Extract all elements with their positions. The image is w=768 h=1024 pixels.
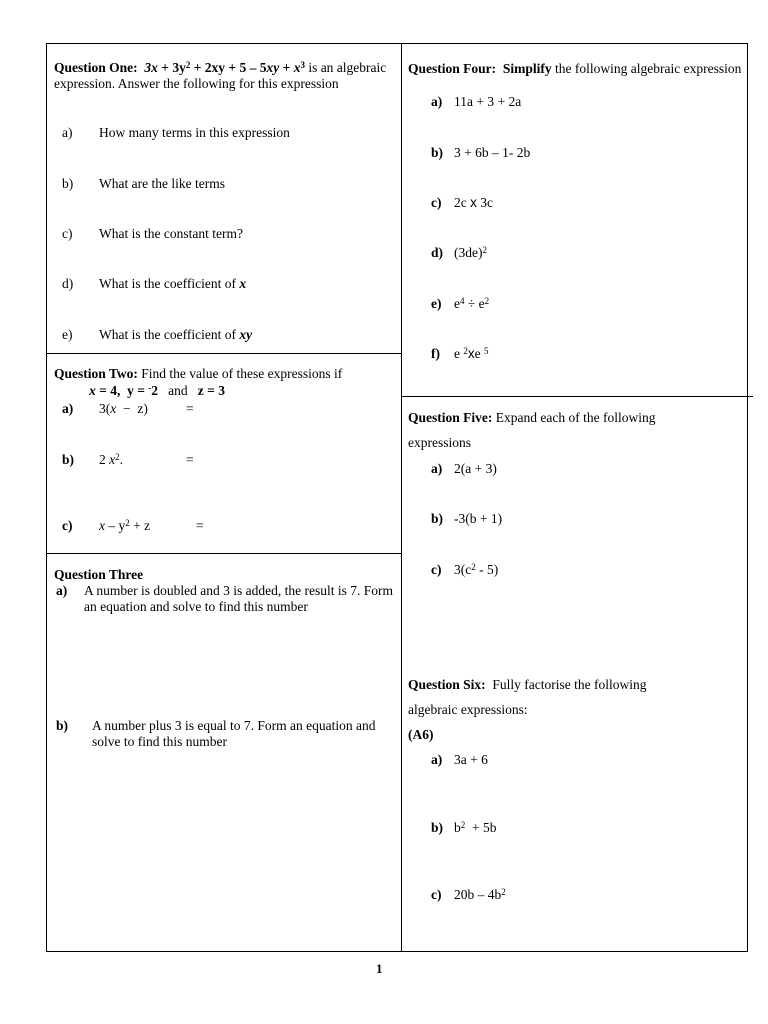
q4-a-text: 11a + 3 + 2a <box>454 94 522 109</box>
q3-b-text: A number plus 3 is equal to 7. Form an equation and solve to find this number <box>92 718 376 749</box>
q5-b-text: -3(b + 1) <box>454 511 503 526</box>
q1-d-text: What is the coefficient of <box>99 276 236 291</box>
q1-b-text: What are the like terms <box>99 176 225 191</box>
q2-a-expr: 3(x − z) <box>99 401 148 416</box>
q2-a-eq: = <box>186 401 194 416</box>
q2-values: x = 4, y = -2 and z = 3 <box>89 383 225 398</box>
q6-b-letter: b) <box>431 820 444 835</box>
q5-intro2: expressions <box>408 435 471 450</box>
column-divider <box>401 43 402 952</box>
q3-b-letter: b) <box>56 718 69 733</box>
divider-q2-q3 <box>46 553 402 554</box>
q6-a-letter: a) <box>431 752 443 767</box>
q1-b-letter: b) <box>62 176 74 191</box>
q2-a-letter: a) <box>62 401 74 416</box>
q2-c-letter: c) <box>62 518 73 533</box>
q1-d-var: x <box>239 276 247 291</box>
q4-b-letter: b) <box>431 145 444 160</box>
q1-c-letter: c) <box>62 226 73 241</box>
q6-a-text: 3a + 6 <box>454 752 488 767</box>
q5-a-letter: a) <box>431 461 443 476</box>
q3-a-text: A number is doubled and 3 is added, the result is 7. Form an equation and solve to find this number <box>84 583 393 614</box>
q1-e-text: What is the coefficient of <box>99 327 236 342</box>
divider-q4-q5 <box>401 396 753 397</box>
q6-label: Question Six: <box>408 677 486 692</box>
q2-header <box>54 366 342 382</box>
page-number: 1 <box>376 961 383 976</box>
q4-intro: the following algebraic expression <box>555 61 742 76</box>
q4-header <box>408 61 744 77</box>
q1-a-text: How many terms in this expression <box>99 125 290 140</box>
q1-e-item <box>99 327 252 343</box>
q4-b-text: 3 + 6b – 1- 2b <box>454 145 531 160</box>
q2-b-expr: 2 $x^2$. <box>99 452 123 467</box>
q4-e-letter: e) <box>431 296 442 311</box>
q6-b-text: $b^2 + 5b$ <box>454 820 497 835</box>
q4-d-letter: d) <box>431 245 444 260</box>
q4-f-text: e $^2$xe $^5$ <box>454 346 489 361</box>
q1-c-text: What is the constant term? <box>99 226 243 241</box>
q6-intro: Fully factorise the following <box>492 677 647 692</box>
q6-c-letter: c) <box>431 887 442 902</box>
q1-label: Question One: <box>54 60 138 75</box>
q2-c-expr: $x - y^2 + z$ <box>99 518 151 533</box>
q2-b-letter: b) <box>62 452 75 467</box>
q5-a-text: 2(a + 3) <box>454 461 497 476</box>
q4-f-letter: f) <box>431 346 440 361</box>
q1-expression: $3x + 3y^2 + 2xy + 5 - 5xy + x^3$ <box>144 60 305 75</box>
q1-e-var: xy <box>239 327 253 342</box>
q4-label: Question Four: <box>408 61 497 76</box>
q2-c-eq: = <box>196 518 204 533</box>
q2-label: Question Two: <box>54 366 138 381</box>
q1-e-letter: e) <box>62 327 73 342</box>
q4-c-text: 2c x 3c <box>454 195 493 210</box>
q6-header <box>408 677 647 693</box>
q5-label: Question Five: <box>408 410 493 425</box>
q4-c-letter: c) <box>431 195 442 210</box>
divider-q1-q2 <box>46 353 402 354</box>
q4-keyword: Simplify <box>502 61 552 76</box>
q5-header <box>408 410 655 426</box>
q5-intro: Expand each of the following <box>495 410 656 425</box>
q2-b-eq: = <box>186 452 194 467</box>
q1-a-letter: a) <box>62 125 73 140</box>
q5-c-letter: c) <box>431 562 442 577</box>
q1-header <box>54 60 394 92</box>
q3-a-letter: a) <box>56 583 68 598</box>
q1-d-letter: d) <box>62 276 74 291</box>
q4-e-text: $e^4 \div e^2$ <box>454 296 490 311</box>
q2-intro: Find the value of these expressions if <box>141 366 343 381</box>
q5-b-letter: b) <box>431 511 444 526</box>
q1-d-item <box>99 276 246 292</box>
q4-a-letter: a) <box>431 94 443 109</box>
q6-code: (A6) <box>408 727 434 742</box>
q6-c-text: $20b - 4b^2$ <box>454 887 506 902</box>
q1-intro: is an algebraic expression. Answer the following for this expression <box>54 60 387 91</box>
q4-d-text: $(3de)^2$ <box>454 245 487 260</box>
q6-intro2: algebraic expressions: <box>408 702 528 717</box>
q5-c-text: $3(c^2 - 5)$ <box>454 562 499 577</box>
q3-label: Question Three <box>54 567 144 582</box>
